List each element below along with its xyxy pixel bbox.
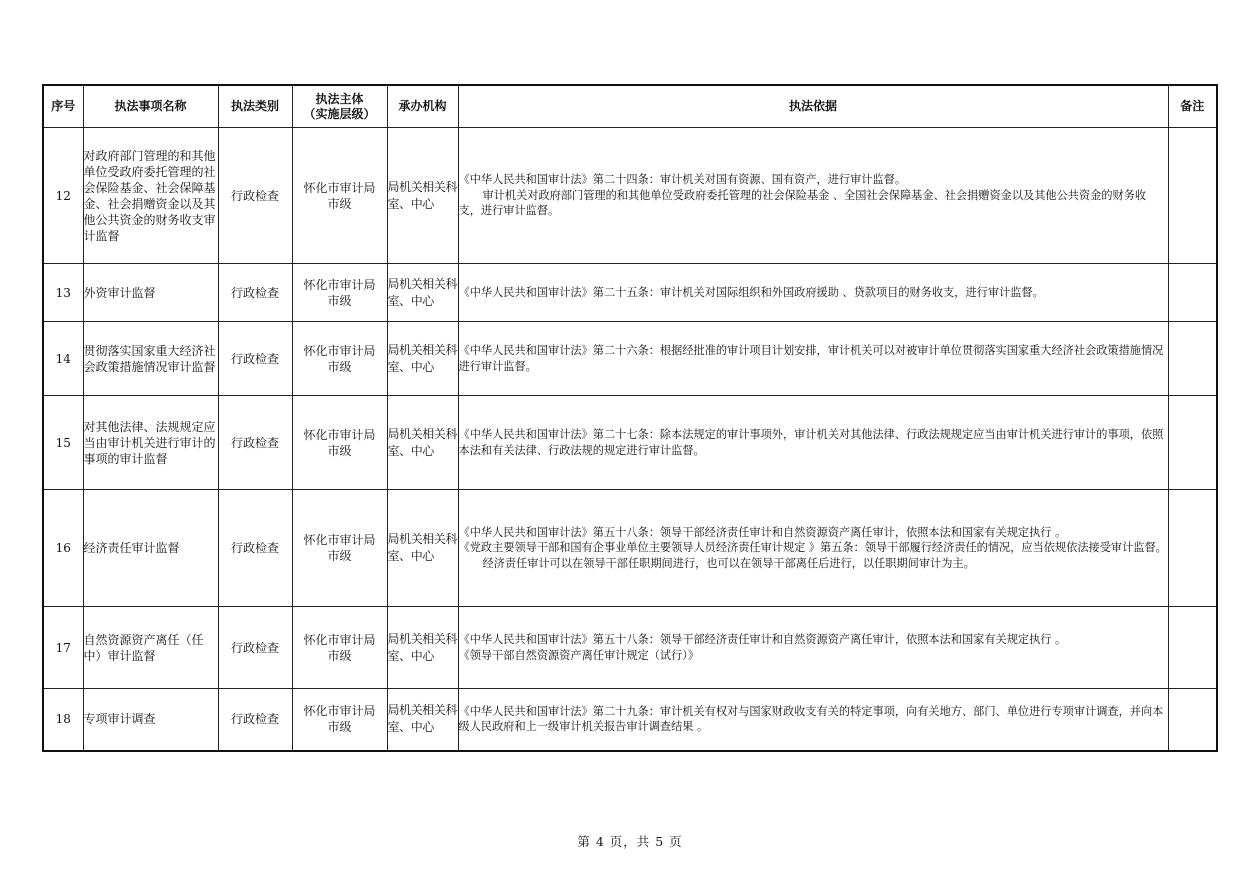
row-subject-org: 怀化市审计局 <box>303 180 376 195</box>
row-org: 局机关相关科室、中心 <box>387 607 458 689</box>
row-no: 12 <box>43 128 83 264</box>
basis-paragraph: 《中华人民共和国审计法》第二十七条：除本法规定的审计事项外，审计机关对其他法律、行政法规规定应当由审计机关进行审计的事项，依照本法和有关法律、行政法规的规定进行审计监督。 <box>458 428 1164 457</box>
header-type: 执法类别 <box>218 85 292 128</box>
row-org: 局机关相关科室、中心 <box>387 128 458 264</box>
row-note <box>1168 607 1217 689</box>
row-subject-level: 市级 <box>327 720 352 735</box>
basis-paragraph: 《中华人民共和国审计法》第五十八条：领导干部经济责任审计和自然资源资产离任审计，依照本法和国家有关规定执行 。 <box>458 525 1067 539</box>
row-type: 行政检查 <box>218 689 292 751</box>
row-subject-level: 市级 <box>327 549 352 563</box>
header-basis: 执法依据 <box>458 85 1168 128</box>
table-row <box>43 322 1217 396</box>
row-type: 行政检查 <box>218 396 292 490</box>
header-name: 执法事项名称 <box>83 85 218 128</box>
row-org: 局机关相关科室、中心 <box>387 322 458 396</box>
row-subject-org: 怀化市审计局 <box>303 704 376 719</box>
row-basis <box>458 490 1168 607</box>
row-subject-level: 市级 <box>327 359 352 374</box>
row-no: 15 <box>43 396 83 490</box>
header-subject-line2: （实施层级） <box>303 106 376 121</box>
row-basis <box>458 322 1168 396</box>
table-row <box>43 264 1217 322</box>
basis-paragraph: 审计机关对政府部门管理的和其他单位受政府委托管理的社会保险基金 、全国社会保障基金、社会捐赠资金以及其他公共资金的财务收支，进行审计监督。 <box>458 188 1147 218</box>
row-subject-org: 怀化市审计局 <box>303 533 376 547</box>
row-basis <box>458 689 1168 751</box>
row-no: 17 <box>43 607 83 689</box>
row-name: 经济责任审计监督 <box>83 490 218 607</box>
row-subject-level: 市级 <box>327 648 352 663</box>
row-basis <box>458 128 1168 264</box>
row-org: 局机关相关科室、中心 <box>387 396 458 490</box>
row-subject <box>292 128 387 264</box>
basis-paragraph: 《中华人民共和国审计法》第五十八条：领导干部经济责任审计和自然资源资产离任审计，依照本法和国家有关规定执行 。 <box>458 633 1067 646</box>
row-org: 局机关相关科室、中心 <box>387 689 458 751</box>
row-type: 行政检查 <box>218 607 292 689</box>
row-type: 行政检查 <box>218 264 292 322</box>
row-type: 行政检查 <box>218 322 292 396</box>
row-subject <box>292 689 387 751</box>
row-note <box>1168 689 1217 751</box>
header-subject <box>292 85 387 128</box>
row-note <box>1168 396 1217 490</box>
row-no: 14 <box>43 322 83 396</box>
row-subject <box>292 264 387 322</box>
basis-paragraph: 经济责任审计可以在领导干部任职期间进行，也可以在领导干部离任后进行，以任职期间审计为主。 <box>482 556 975 570</box>
row-subject-org: 怀化市审计局 <box>303 632 376 647</box>
row-no: 16 <box>43 490 83 607</box>
table-header-row <box>43 85 1217 128</box>
header-org: 承办机构 <box>387 85 458 128</box>
row-subject-level: 市级 <box>327 293 352 308</box>
header-no: 序号 <box>43 85 83 128</box>
basis-paragraph: 《中华人民共和国审计法》第二十五条：审计机关对国际组织和外国政府援助 、贷款项目的财务收支，进行审计监督。 <box>458 285 1044 299</box>
row-basis <box>458 396 1168 490</box>
row-note <box>1168 322 1217 396</box>
row-note <box>1168 264 1217 322</box>
table-row <box>43 490 1217 607</box>
row-basis <box>458 607 1168 689</box>
row-subject <box>292 607 387 689</box>
row-type: 行政检查 <box>218 490 292 607</box>
table-row <box>43 128 1217 264</box>
basis-paragraph: 《党政主要领导干部和国有企事业单位主要领导人员经济责任审计规定 》第五条：领导干部履行经济责任的情况，应当依规依法接受审计监督。 <box>458 541 1167 555</box>
basis-paragraph: 《领导干部自然资源资产离任审计规定（试行）》 <box>458 648 700 662</box>
row-note <box>1168 490 1217 607</box>
row-subject-level: 市级 <box>327 443 352 458</box>
row-name: 贯彻落实国家重大经济社会政策措施情况审计监督 <box>83 322 218 396</box>
row-name: 对政府部门管理的和其他单位受政府委托管理的社会保险基金、社会保障基金、社会捐赠资金以及其他公共资金的财务收支审计监督 <box>83 128 218 264</box>
row-note <box>1168 128 1217 264</box>
table-row <box>43 689 1217 751</box>
row-subject-level: 市级 <box>327 196 352 211</box>
row-type: 行政检查 <box>218 128 292 264</box>
row-name: 外资审计监督 <box>83 264 218 322</box>
row-no: 13 <box>43 264 83 322</box>
row-subject <box>292 396 387 490</box>
table-row <box>43 607 1217 689</box>
row-org: 局机关相关科室、中心 <box>387 490 458 607</box>
basis-paragraph: 《中华人民共和国审计法》第二十六条：根据经批准的审计项目计划安排，审计机关可以对被审计单位贯彻落实国家重大经济社会政策措施情况进行审计监督。 <box>458 344 1164 373</box>
basis-paragraph: 《中华人民共和国审计法》第二十四条：审计机关对国有资源、国有资产，进行审计监督。 <box>458 173 907 187</box>
row-name: 自然资源资产离任（任中）审计监督 <box>83 607 218 689</box>
header-note: 备注 <box>1168 85 1217 128</box>
row-subject-org: 怀化市审计局 <box>303 277 376 292</box>
table-row <box>43 396 1217 490</box>
row-subject <box>292 490 387 607</box>
page-number-footer: 第 4 页，共 5 页 <box>577 834 683 849</box>
row-name: 对其他法律、法规规定应当由审计机关进行审计的事项的审计监督 <box>83 396 218 490</box>
enforcement-items-table <box>42 84 1218 752</box>
row-no: 18 <box>43 689 83 751</box>
basis-paragraph: 《中华人民共和国审计法》第二十九条：审计机关有权对与国家财政收支有关的特定事项，向有关地方、部门、单位进行专项审计调查，并向本级人民政府和上一级审计机关报告审计调查结果 。 <box>458 704 1164 734</box>
row-basis <box>458 264 1168 322</box>
row-subject-org: 怀化市审计局 <box>303 427 376 442</box>
header-subject-line1: 执法主体 <box>315 91 364 106</box>
row-subject-org: 怀化市审计局 <box>303 343 376 358</box>
row-name: 专项审计调查 <box>83 689 218 751</box>
row-org: 局机关相关科室、中心 <box>387 264 458 322</box>
row-subject <box>292 322 387 396</box>
